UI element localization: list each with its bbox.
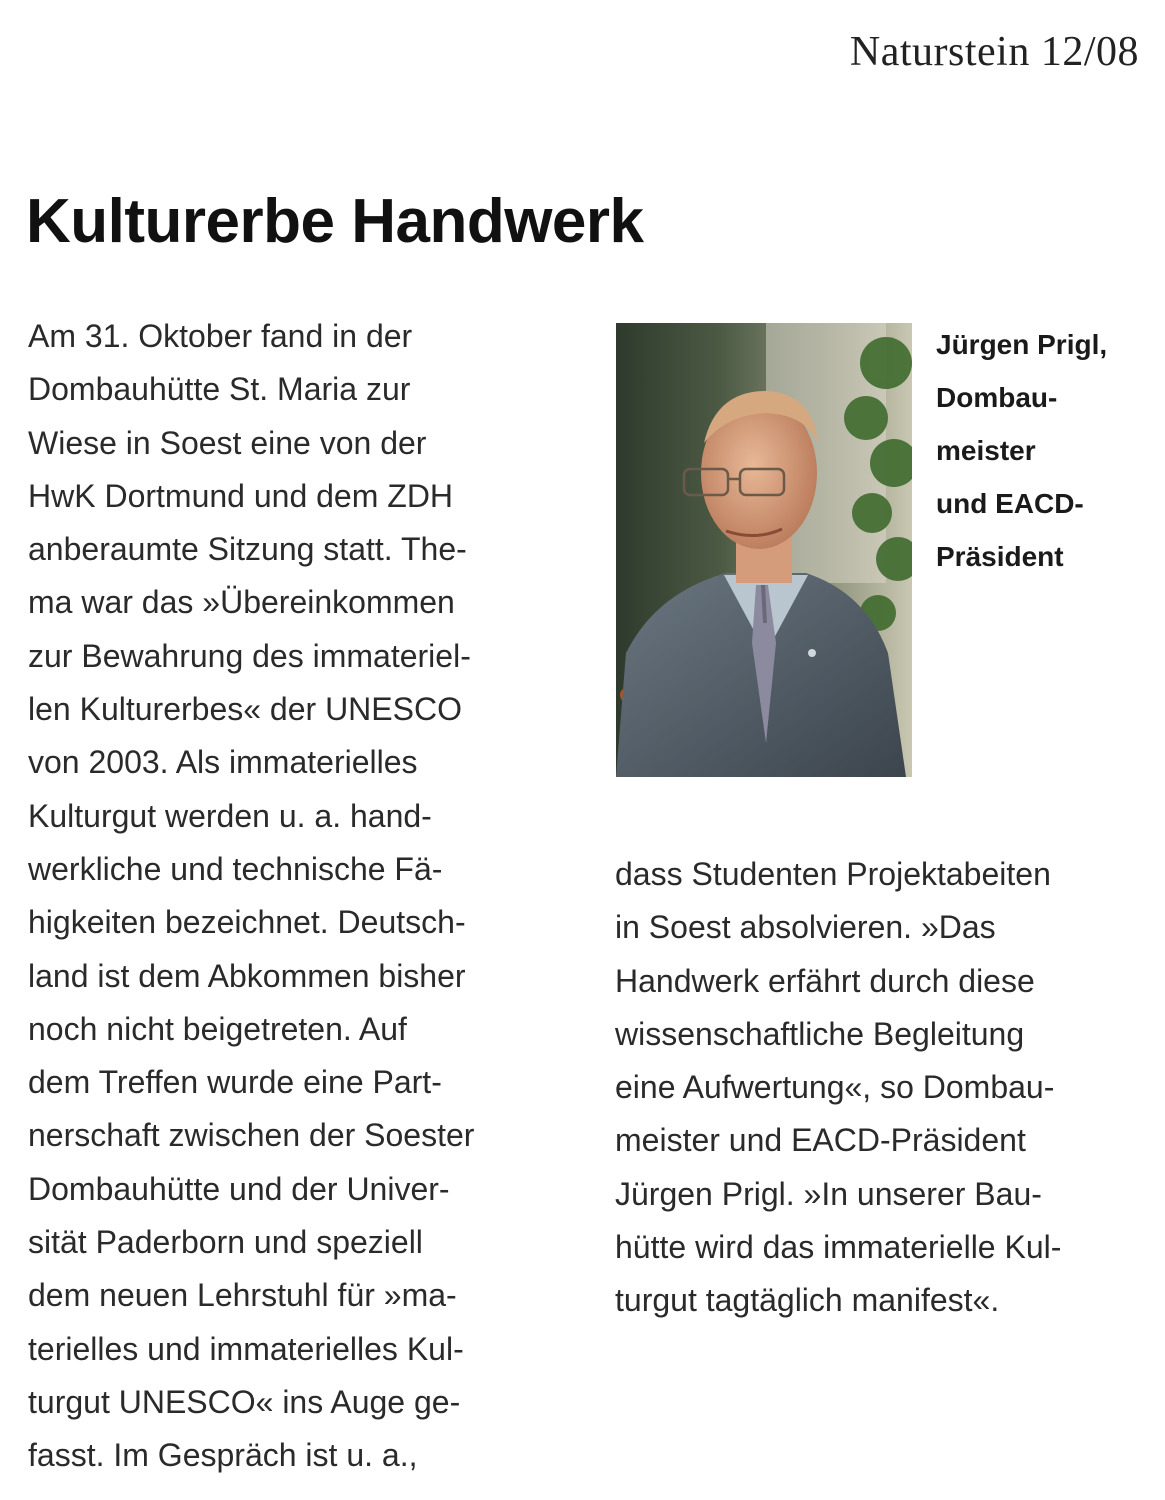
portrait-illustration (616, 323, 912, 777)
body-line: nerschaft zwischen der Soester (28, 1117, 475, 1154)
headline: Kulturerbe Handwerk (26, 187, 644, 256)
body-line: Wiese in Soest eine von der (28, 424, 427, 461)
body-line: terielles und immaterielles Kul- (28, 1330, 464, 1367)
caption-line: Präsident (936, 541, 1064, 572)
body-line: ma war das »Übereinkommen (28, 584, 455, 621)
body-line: turgut tagtäglich manifest«. (615, 1282, 1000, 1319)
body-line: werkliche und technische Fä- (28, 850, 443, 887)
body-line: anberaumte Sitzung statt. The- (28, 531, 467, 568)
body-line: meister und EACD-Präsident (615, 1122, 1026, 1159)
body-line: turgut UNESCO« ins Auge ge- (28, 1383, 461, 1420)
article-column-right (615, 848, 1155, 1328)
body-line: wissenschaftliche Begleitung (615, 1015, 1025, 1052)
caption-line: meister (936, 435, 1036, 466)
body-line: HwK Dortmund und dem ZDH (28, 477, 454, 514)
body-line: land ist dem Abkommen bisher (28, 957, 466, 994)
body-line: sität Paderborn und speziell (28, 1224, 423, 1261)
body-line: dem neuen Lehrstuhl für »ma- (28, 1277, 457, 1314)
body-line: in Soest absolvieren. »Das (615, 909, 996, 946)
masthead: Naturstein 12/08 (849, 29, 1139, 75)
body-line: Kulturgut werden u. a. hand- (28, 797, 432, 834)
body-line: hütte wird das immaterielle Kul- (615, 1229, 1062, 1266)
caption-line: Dombau- (936, 382, 1058, 413)
body-line: dass Studenten Projektabeiten (615, 856, 1051, 892)
article-column-left (28, 310, 588, 1483)
body-line: Handwerk erfährt durch diese (615, 962, 1035, 999)
body-line: fasst. Im Gespräch ist u. a., (28, 1437, 418, 1474)
body-line: Dombauhütte St. Maria zur (28, 371, 411, 408)
body-line: len Kulturerbes« der UNESCO (28, 691, 462, 728)
caption-line: und EACD- (936, 488, 1084, 519)
body-line: higkeiten bezeichnet. Deutsch- (28, 904, 466, 941)
body-line: noch nicht beigetreten. Auf (28, 1010, 407, 1047)
portrait-photo (616, 323, 912, 777)
body-line: dem Treffen wurde eine Part- (28, 1064, 442, 1101)
photo-caption (936, 318, 1156, 583)
body-line: Jürgen Prigl. »In unserer Bau- (615, 1175, 1042, 1212)
body-line: Dombauhütte und der Univer- (28, 1170, 450, 1207)
caption-line: Jürgen Prigl, (936, 329, 1108, 360)
body-line: eine Aufwertung«, so Dombau- (615, 1069, 1055, 1106)
body-line: zur Bewahrung des immateriel- (28, 637, 471, 674)
body-line: Am 31. Oktober fand in der (28, 318, 413, 354)
body-line: von 2003. Als immaterielles (28, 744, 418, 781)
